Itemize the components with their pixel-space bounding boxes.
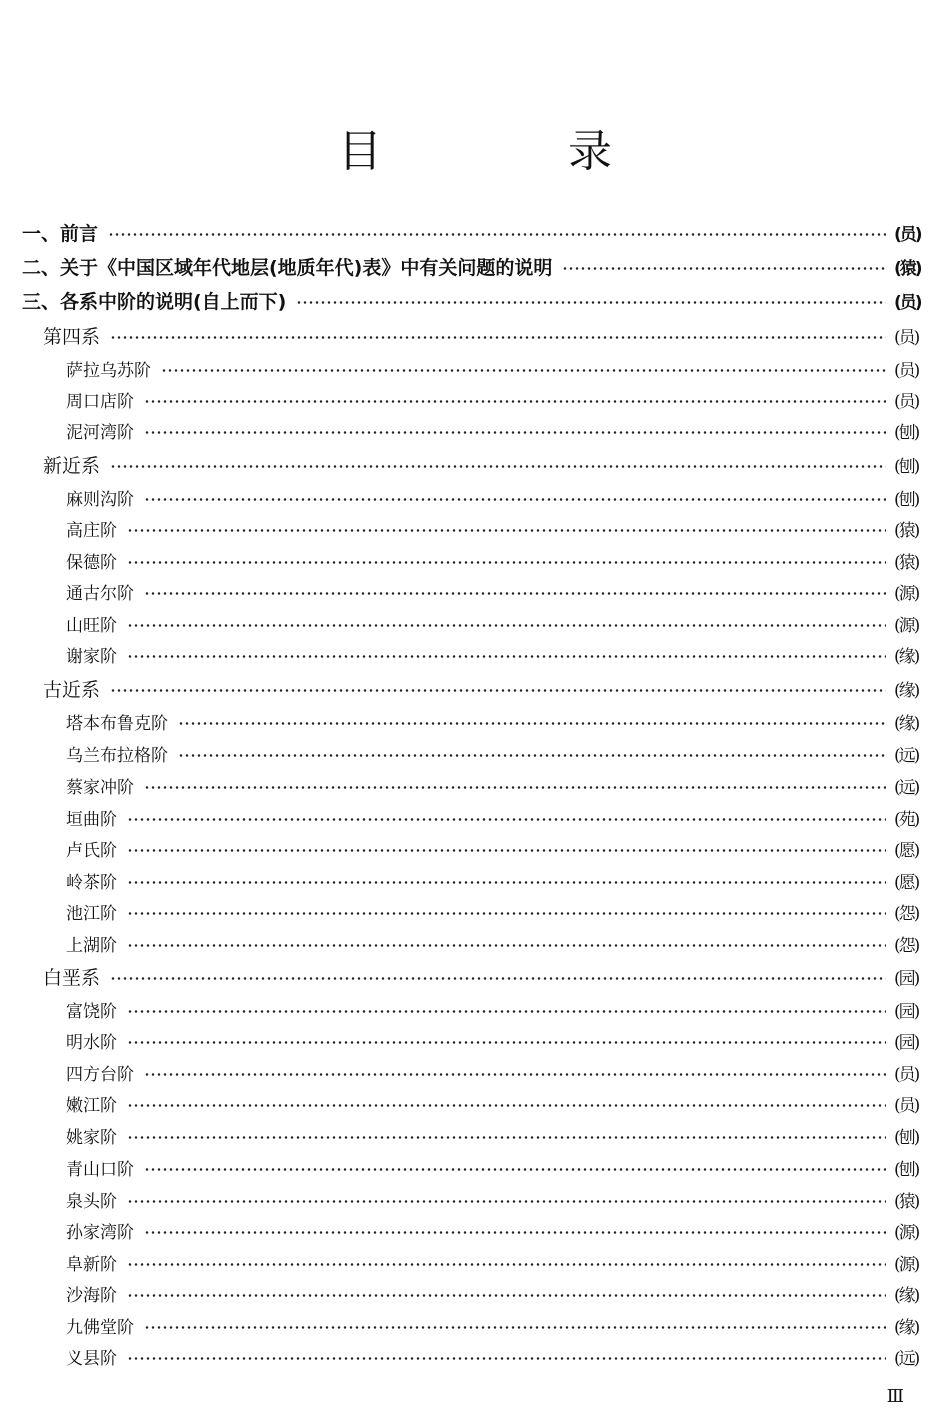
toc-entry[interactable] xyxy=(0,1024,950,1056)
toc-entry[interactable] xyxy=(0,960,950,992)
toc-entry-page: (远) xyxy=(894,745,919,766)
dot-leader xyxy=(127,1104,886,1107)
toc-entry-page: (员) xyxy=(894,391,919,412)
toc-entry-label: 古近系 xyxy=(43,678,101,701)
toc-entry[interactable] xyxy=(0,864,950,896)
toc-entry-label: 岭茶阶 xyxy=(66,872,117,893)
toc-entry-label: 泉头阶 xyxy=(66,1191,117,1212)
dot-leader xyxy=(127,881,886,884)
dot-leader xyxy=(110,689,886,692)
dot-leader xyxy=(127,655,886,658)
toc-entry[interactable] xyxy=(0,737,950,769)
dot-leader xyxy=(144,498,886,501)
toc-entry-label: 三、各系中阶的说明(自上而下) xyxy=(22,290,287,313)
toc-entry-label: 阜新阶 xyxy=(66,1254,117,1275)
toc-entry-label: 义县阶 xyxy=(66,1348,117,1369)
toc-entry-page: (员) xyxy=(894,327,919,348)
toc-entry-page: (远) xyxy=(894,777,919,798)
toc-entry-label: 泥河湾阶 xyxy=(66,422,134,443)
toc-entry-page: (愿) xyxy=(894,872,919,893)
toc-entry-page: (员) xyxy=(894,360,919,381)
toc-entry[interactable] xyxy=(0,993,950,1025)
toc-entry-label: 卢氏阶 xyxy=(66,840,117,861)
dot-leader xyxy=(127,1294,886,1297)
toc-entry[interactable] xyxy=(0,1151,950,1183)
toc-entry-label: 萨拉乌苏阶 xyxy=(66,360,151,381)
toc-entry-label: 姚家阶 xyxy=(66,1127,117,1148)
toc-entry-page: (缘) xyxy=(894,713,919,734)
dot-leader xyxy=(127,944,886,947)
toc-entry-label: 池江阶 xyxy=(66,903,117,924)
toc-entry[interactable] xyxy=(0,1214,950,1246)
toc-entry-page: (怨) xyxy=(894,935,919,956)
toc-entry-label: 周口店阶 xyxy=(66,391,134,412)
toc-entry[interactable] xyxy=(0,544,950,576)
toc-entry-page: (刨) xyxy=(894,422,919,443)
toc-entry[interactable] xyxy=(0,352,950,384)
toc-entry-page: (猿) xyxy=(894,552,919,573)
toc-entry-page: (怨) xyxy=(894,903,919,924)
toc-entry-label: 沙海阶 xyxy=(66,1285,117,1306)
toc-entry-page: (缘) xyxy=(894,1285,919,1306)
dot-leader xyxy=(178,754,886,757)
toc-entry[interactable] xyxy=(0,250,950,282)
toc-entry-page: (刨) xyxy=(894,1127,919,1148)
toc-entry[interactable] xyxy=(0,575,950,607)
toc-entry-page: (苑) xyxy=(894,809,919,830)
toc-entry[interactable] xyxy=(0,1183,950,1215)
toc-entry-page: (园) xyxy=(894,1001,919,1022)
toc-entry-label: 新近系 xyxy=(43,454,101,477)
toc-entry[interactable] xyxy=(0,607,950,639)
toc-entry-page: (园) xyxy=(894,968,919,989)
page-number: Ⅲ xyxy=(886,1386,904,1407)
dot-leader xyxy=(161,369,886,372)
toc-entry-label: 谢家阶 xyxy=(66,646,117,667)
toc-entry-label: 山旺阶 xyxy=(66,615,117,636)
toc-entry[interactable] xyxy=(0,414,950,446)
toc-entry-page: (猿) xyxy=(894,520,919,541)
dot-leader xyxy=(127,1263,886,1266)
toc-entry-page: (缘) xyxy=(894,680,919,701)
toc-entry-label: 青山口阶 xyxy=(66,1159,134,1180)
toc-entry[interactable] xyxy=(0,448,950,480)
toc-entry-page: (刨) xyxy=(894,1159,919,1180)
toc-entry[interactable] xyxy=(0,1309,950,1341)
toc-entry-page: (缘) xyxy=(894,1317,919,1338)
toc-entry[interactable] xyxy=(0,216,950,248)
dot-leader xyxy=(144,1073,886,1076)
toc-entry[interactable] xyxy=(0,284,950,316)
toc-entry-page: (员) xyxy=(894,224,921,245)
toc-entry[interactable] xyxy=(0,705,950,737)
toc-entry[interactable] xyxy=(0,1246,950,1278)
toc-entry-label: 嫩江阶 xyxy=(66,1095,117,1116)
toc-entry[interactable] xyxy=(0,638,950,670)
toc-entry[interactable] xyxy=(0,672,950,704)
toc-entry[interactable] xyxy=(0,1087,950,1119)
dot-leader xyxy=(144,1231,886,1234)
toc-entry-page: (源) xyxy=(894,1254,919,1275)
toc-entry[interactable] xyxy=(0,383,950,415)
dot-leader xyxy=(178,722,886,725)
toc-entry[interactable] xyxy=(0,319,950,351)
dot-leader xyxy=(108,233,886,236)
dot-leader xyxy=(127,849,886,852)
toc-entry[interactable] xyxy=(0,801,950,833)
dot-leader xyxy=(562,267,886,270)
dot-leader xyxy=(127,912,886,915)
toc-entry[interactable] xyxy=(0,895,950,927)
toc-entry-page: (源) xyxy=(894,1222,919,1243)
toc-entry-label: 乌兰布拉格阶 xyxy=(66,745,168,766)
toc-entry-page: (员) xyxy=(894,1095,919,1116)
toc-entry-label: 塔本布鲁克阶 xyxy=(66,713,168,734)
dot-leader xyxy=(127,529,886,532)
page-title: 目 录 xyxy=(338,126,698,177)
dot-leader xyxy=(127,1136,886,1139)
toc-entry-page: (园) xyxy=(894,1032,919,1053)
dot-leader xyxy=(296,301,886,304)
toc-entry-page: (刨) xyxy=(894,456,919,477)
toc-entry-label: 通古尔阶 xyxy=(66,583,134,604)
toc-entry-page: (愿) xyxy=(894,840,919,861)
dot-leader xyxy=(127,561,886,564)
toc-entry-page: (员) xyxy=(894,1064,919,1085)
toc-entry-page: (源) xyxy=(894,583,919,604)
dot-leader xyxy=(144,400,886,403)
toc-entry-label: 高庄阶 xyxy=(66,520,117,541)
toc-entry[interactable] xyxy=(0,512,950,544)
toc-entry-page: (缘) xyxy=(894,646,919,667)
toc-entry[interactable] xyxy=(0,832,950,864)
dot-leader xyxy=(144,431,886,434)
toc-entry-label: 富饶阶 xyxy=(66,1001,117,1022)
toc-entry-label: 蔡家冲阶 xyxy=(66,777,134,798)
toc-entry-label: 二、关于《中国区域年代地层(地质年代)表》中有关问题的说明 xyxy=(22,256,553,279)
dot-leader xyxy=(144,786,886,789)
toc-entry-label: 第四系 xyxy=(43,325,101,348)
dot-leader xyxy=(127,1010,886,1013)
toc-entry-page: (刨) xyxy=(894,489,919,510)
dot-leader xyxy=(110,465,886,468)
toc-entry-label: 垣曲阶 xyxy=(66,809,117,830)
toc-entry[interactable] xyxy=(0,1056,950,1088)
toc-entry-label: 上湖阶 xyxy=(66,935,117,956)
toc-entry[interactable] xyxy=(0,1277,950,1309)
toc-entry-label: 孙家湾阶 xyxy=(66,1222,134,1243)
toc-entry-label: 明水阶 xyxy=(66,1032,117,1053)
toc-entry[interactable] xyxy=(0,927,950,959)
dot-leader xyxy=(127,1041,886,1044)
toc-entry-label: 一、前言 xyxy=(22,222,99,245)
dot-leader xyxy=(127,818,886,821)
toc-entry-page: (源) xyxy=(894,615,919,636)
toc-entry-label: 保德阶 xyxy=(66,552,117,573)
toc-entry-label: 白垩系 xyxy=(43,966,101,989)
toc-entry[interactable] xyxy=(0,1340,950,1372)
toc-entry-page: (猿) xyxy=(894,1191,919,1212)
dot-leader xyxy=(127,1357,886,1360)
toc-entry-page: (猿) xyxy=(894,258,921,279)
toc-entry[interactable] xyxy=(0,1119,950,1151)
toc-entry-label: 麻则沟阶 xyxy=(66,489,134,510)
dot-leader xyxy=(144,592,886,595)
toc-entry[interactable] xyxy=(0,481,950,513)
toc-entry-page: (员) xyxy=(894,292,921,313)
dot-leader xyxy=(144,1326,886,1329)
toc-entry-page: (远) xyxy=(894,1348,919,1369)
dot-leader xyxy=(110,977,886,980)
dot-leader xyxy=(144,1168,886,1171)
toc-entry-label: 四方台阶 xyxy=(66,1064,134,1085)
toc-entry[interactable] xyxy=(0,769,950,801)
dot-leader xyxy=(127,1200,886,1203)
dot-leader xyxy=(110,336,886,339)
toc-entry-label: 九佛堂阶 xyxy=(66,1317,134,1338)
dot-leader xyxy=(127,624,886,627)
